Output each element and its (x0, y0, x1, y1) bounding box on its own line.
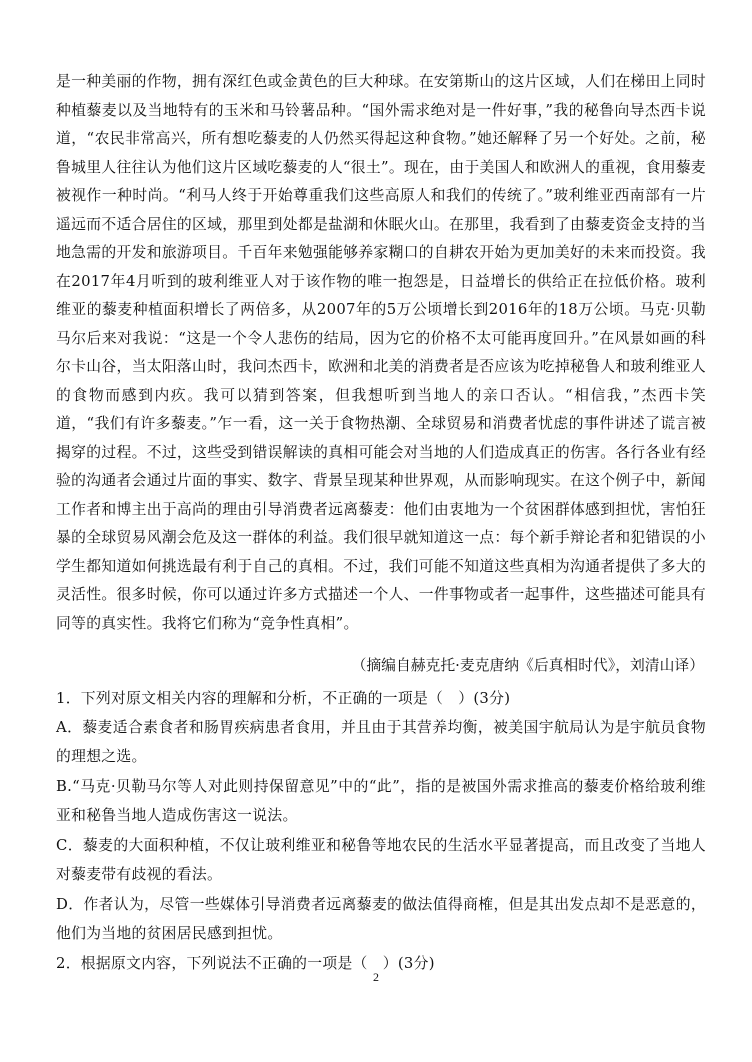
passage-body (56, 68, 706, 638)
question-1-option-d: D．作者认为，尽管一些媒体引导消费者远离藜麦的做法值得商榷，但是其出发点却不是恶意的，他们为当地的贫困居民感到担忧。 (56, 896, 706, 942)
page-number: 2 (373, 970, 379, 984)
question-1-option-c: C．藜麦的大面积种植，不仅让玻利维亚和秘鲁等地农民的生活水平显著提高，而且改变了当地人对藜麦带有歧视的看法。 (56, 837, 706, 883)
question-1-stem: 1．下列对原文相关内容的理解和分析，不正确的一项是（ ）(3分) (56, 690, 511, 707)
question-1-option-a: A．藜麦适合素食者和肠胃疾病患者食用，并且由于其营养均衡，被美国宇航局认为是宇航员食物的理想之选。 (56, 719, 706, 765)
passage-citation: （摘编自赫克托·麦克唐纳《后真相时代》，刘清山译） (351, 657, 704, 674)
question-1-option-b: B.“马克·贝勒马尔等人对此则持保留意见”中的“此”，指的是被国外需求推高的藜麦价格给玻利维亚和秘鲁当地人造成伤害这一说法。 (56, 778, 706, 824)
question-2-stem: 2．根据原文内容，下列说法不正确的一项是（ ）(3分) (56, 955, 435, 972)
questions-section (56, 684, 706, 978)
passage-paragraph: 是一种美丽的作物，拥有深红色或金黄色的巨大种球。在安第斯山的这片区域，人们在梯田上同时种植藜麦以及当地特有的玉米和马铃薯品种。“国外需求绝对是一件好事，”我的秘鲁向导杰西卡说道，“农民非常高兴，所有想吃藜麦的人仍然买得起这种食物。”她还解释了另一个好处。之前，秘鲁城里人往往认为他们这片区域吃藜麦的人“很土”。现在，由于美国人和欧洲人的重视，食用藜麦被视作一种时尚。“利马人终于开始尊重我们这些高原人和我们的传统了。”玻利维亚西南部有一片遥远而不适合居住的区域，那里到处都是盐湖和休眠火山。在那里，我看到了由藜麦资金支持的当地急需的开发和旅游项目。千百年来勉强能够养家糊口的自耕农开始为更加美好的未来而投资。我在2017年4月听到的玻利维亚人对于该作物的唯一抱怨是，日益增长的供给正在拉低价格。玻利维亚的藜麦种植面积增长了两倍多，从2007年的5万公顷增长到2016年的18万公顷。马克·贝勒马尔后来对我说：“这是一个令人悲伤的结局，因为它的价格不太可能再度回升。”在风景如画的科尔卡山谷，当太阳落山时，我问杰西卡，欧洲和北美的消费者是否应该为吃掉秘鲁人和玻利维亚人的食物而感到内疚。我可以猜到答案，但我想听到当地人的亲口否认。“相信我，”杰西卡笑道，“我们有许多藜麦。”乍一看，这一关于食物热潮、全球贸易和消费者忧虑的事件讲述了谎言被揭穿的过程。不过，这些受到错误解读的真相可能会对当地的人们造成真正的伤害。各行各业有经验的沟通者会通过片面的事实、数字、背景呈现某种世界观，从而影响现实。在这个例子中，新闻工作者和博主出于高尚的理由引导消费者远离藜麦：他们由衷地为一个贫困群体感到担忧，害怕狂暴的全球贸易风潮会危及这一群体的利益。我们很早就知道这一点：每个新手辩论者和犯错误的小学生都知道如何挑选最有利于自己的真相。不过，我们可能不知道这些真相为沟通者提供了多大的灵活性。很多时候，你可以通过许多方式描述一个人、一件事物或者一起事件，这些描述可能具有同等的真实性。我将它们称为“竞争性真相”。 (56, 73, 706, 632)
